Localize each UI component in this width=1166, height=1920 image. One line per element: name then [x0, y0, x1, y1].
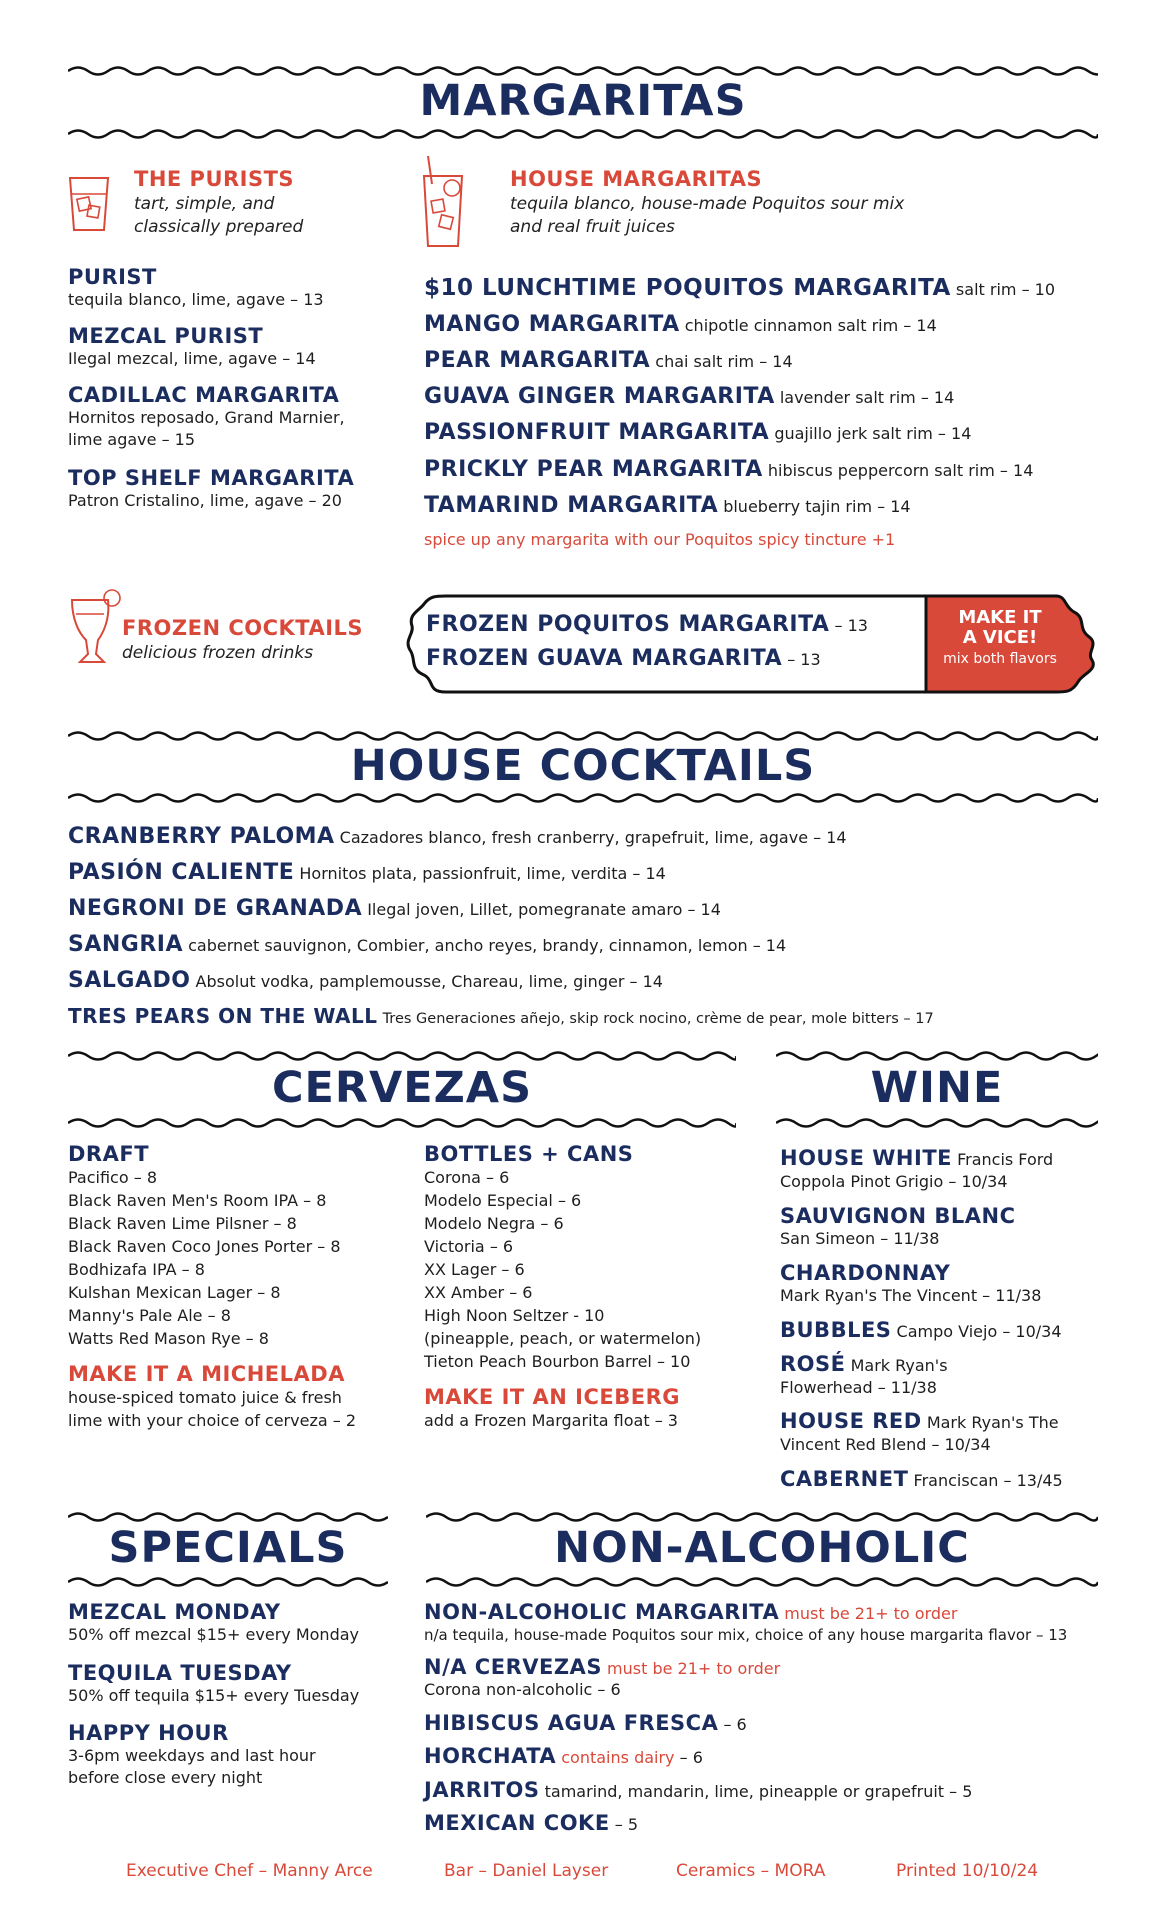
menu-item: $10 LUNCHTIME POQUITOS MARGARITA salt rim – 10 — [424, 275, 1056, 301]
michelada-upsell: MAKE IT A MICHELADA house-spiced tomato juice & fresh lime with your choice of cerveza – 2 — [68, 1362, 356, 1430]
vice-badge: MAKE IT A VICE! mix both flavors — [943, 607, 1057, 667]
menu-item: PRICKLY PEAR MARGARITA hibiscus peppercorn salt rim – 14 — [424, 457, 1034, 482]
menu-item: PEAR MARGARITA chai salt rim – 14 — [424, 348, 793, 373]
special-item: MEZCAL MONDAY 50% off mezcal $15+ every Monday — [68, 1600, 359, 1644]
wine-item: ROSÉ Mark Ryan's Flowerhead – 11/38 — [780, 1352, 948, 1397]
menu-item: FROZEN POQUITOS MARGARITA – 13 — [426, 612, 868, 637]
spicy-tincture-note: spice up any margarita with our Poquitos spicy tincture +1 — [424, 530, 896, 549]
na-item: HIBISCUS AGUA FRESCA – 6 — [424, 1711, 747, 1735]
menu-item: PASIÓN CALIENTE Hornitos plata, passionfruit, lime, verdita – 14 — [68, 860, 666, 885]
menu-item: TAMARIND MARGARITA blueberry tajin rim – 14 — [424, 493, 911, 518]
frozen-subtitle: delicious frozen drinks — [122, 643, 314, 663]
menu-item: FROZEN GUAVA MARGARITA – 13 — [426, 646, 821, 671]
hurricane-glass-icon — [64, 588, 124, 682]
non-alcoholic-title: NON-ALCOHOLIC — [554, 1523, 970, 1573]
wave-divider — [68, 1116, 736, 1130]
wave-divider — [68, 1575, 388, 1589]
wine-item: HOUSE RED Mark Ryan's The Vincent Red Blend – 10/34 — [780, 1409, 1059, 1454]
frozen-title: FROZEN COCKTAILS — [122, 616, 364, 640]
menu-item: CRANBERRY PALOMA Cazadores blanco, fresh cranberry, grapefruit, lime, agave – 14 — [68, 824, 847, 849]
house-margaritas-subtitle: tequila blanco, house-made Poquitos sour mix and real fruit juices — [510, 194, 905, 237]
wave-divider — [68, 127, 1098, 141]
menu-item: NEGRONI DE GRANADA Ilegal joven, Lillet, pomegranate amaro – 14 — [68, 896, 721, 921]
wine-item: CABERNET Franciscan – 13/45 — [780, 1467, 1063, 1491]
na-item: NON-ALCOHOLIC MARGARITA must be 21+ to order n/a tequila, house-made Poquitos sour mix, choice of any house margarita flavor – 13 — [424, 1600, 1068, 1644]
wine-title: WINE — [870, 1063, 1004, 1113]
wave-divider — [776, 1049, 1098, 1063]
menu-item: MEZCAL PURIST Ilegal mezcal, lime, agave – 14 — [68, 324, 316, 368]
bottles-list: BOTTLES + CANS Corona – 6 Modelo Especial – 6 Modelo Negra – 6 Victoria – 6 XX Lager – 6 XX Amber – 6 High Noon Seltzer - 10 (pineapple, peach, or watermelon) Tieton Peach Bourbon Barrel – 10 — [424, 1142, 702, 1371]
special-item: HAPPY HOUR 3-6pm weekdays and last hour before close every night — [68, 1721, 316, 1787]
frozen-box — [406, 592, 1100, 696]
wave-divider — [426, 1575, 1098, 1589]
menu-item: SALGADO Absolut vodka, pamplemousse, Chareau, lime, ginger – 14 — [68, 968, 663, 993]
footer-credit: Executive Chef – Manny Arce — [126, 1861, 373, 1881]
wave-divider — [426, 1510, 1098, 1524]
cervezas-title: CERVEZAS — [271, 1063, 533, 1113]
wave-divider — [68, 791, 1098, 805]
na-item: N/A CERVEZAS must be 21+ to order Corona non-alcoholic – 6 — [424, 1655, 781, 1699]
wave-divider — [68, 1510, 388, 1524]
purists-title: THE PURISTS — [134, 167, 295, 191]
menu-item: SANGRIA cabernet sauvignon, Combier, ancho reyes, brandy, cinnamon, lemon – 14 — [68, 932, 787, 957]
house-margaritas-title: HOUSE MARGARITAS — [510, 167, 763, 191]
iceberg-upsell: MAKE IT AN ICEBERG add a Frozen Margarita float – 3 — [424, 1385, 680, 1430]
footer-credit: Ceramics – MORA — [676, 1861, 826, 1881]
wave-divider — [68, 1049, 736, 1063]
house-cocktails-title: HOUSE COCKTAILS — [350, 741, 816, 791]
footer-credit: Bar – Daniel Layser — [444, 1861, 609, 1881]
wine-item: SAUVIGNON BLANC San Simeon – 11/38 — [780, 1204, 1016, 1248]
purists-subtitle: tart, simple, and classically prepared — [134, 194, 304, 237]
special-item: TEQUILA TUESDAY 50% off tequila $15+ every Tuesday — [68, 1661, 360, 1705]
menu-item: PASSIONFRUIT MARGARITA guajillo jerk salt rim – 14 — [424, 420, 972, 445]
menu-item: PURIST tequila blanco, lime, agave – 13 — [68, 265, 324, 309]
margaritas-title: MARGARITAS — [419, 76, 747, 126]
menu-item: TRES PEARS ON THE WALL Tres Generaciones añejo, skip rock nocino, crème de pear, mole bitters – 17 — [68, 1004, 934, 1028]
draft-list: DRAFT Pacifico – 8 Black Raven Men's Room IPA – 8 Black Raven Lime Pilsner – 8 Black Raven Coco Jones Porter – 8 Bodhizafa IPA – 8 Kulshan Mexican Lager – 8 Manny's Pale Ale – 8 Watts Red Mason Rye – 8 — [68, 1142, 341, 1348]
highball-glass-icon — [418, 154, 468, 254]
wine-item: HOUSE WHITE Francis Ford Coppola Pinot Grigio – 10/34 — [780, 1146, 1054, 1191]
na-item: MEXICAN COKE – 5 — [424, 1811, 639, 1835]
menu-item: MANGO MARGARITA chipotle cinnamon salt rim – 14 — [424, 312, 937, 337]
menu-item: TOP SHELF MARGARITA Patron Cristalino, lime, agave – 20 — [68, 466, 355, 510]
wine-item: BUBBLES Campo Viejo – 10/34 — [780, 1318, 1062, 1342]
wine-item: CHARDONNAY Mark Ryan's The Vincent – 11/38 — [780, 1261, 1042, 1305]
wave-divider — [776, 1116, 1098, 1130]
footer-credit: Printed 10/10/24 — [896, 1861, 1039, 1881]
specials-title: SPECIALS — [108, 1523, 348, 1573]
na-item: HORCHATA contains dairy – 6 — [424, 1744, 703, 1768]
menu-item: CADILLAC MARGARITA Hornitos reposado, Grand Marnier, lime agave – 15 — [68, 383, 345, 449]
menu-item: GUAVA GINGER MARGARITA lavender salt rim – 14 — [424, 384, 955, 409]
na-item: JARRITOS tamarind, mandarin, lime, pineapple or grapefruit – 5 — [424, 1778, 973, 1802]
rocks-glass-icon — [66, 172, 112, 238]
